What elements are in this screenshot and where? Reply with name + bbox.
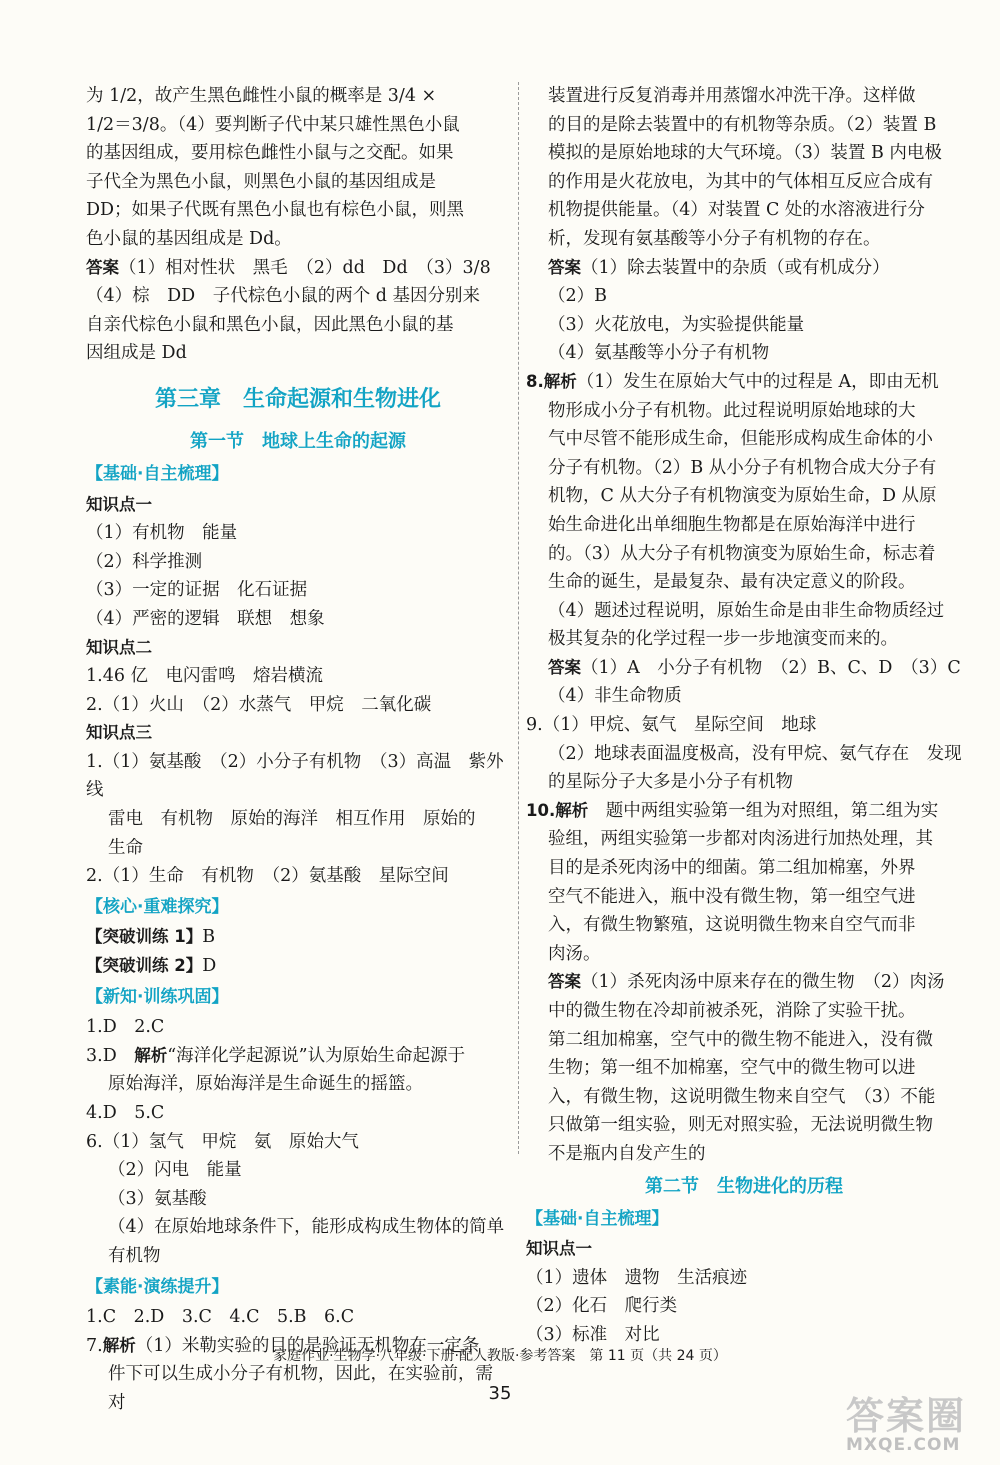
section-label: 【基础·自主梳理】 [86,463,229,484]
list-item: （4）在原始地球条件下，能形成构成生物体的简单 [108,1217,505,1238]
text-line: 的目的是除去装置中的有机物等杂质。（2）装置 B [548,114,937,135]
list-item: 原始海洋，原始海洋是生命诞生的摇篮。 [108,1074,423,1095]
list-item: 3.D 解析“海洋化学起源说”认为原始生命起源于 [86,1045,466,1066]
text-line: 生命的诞生，是最复杂、最有决定意义的阶段。 [548,572,916,593]
text-line: （2）地球表面温度极高，没有甲烷、氨气存在 发现 [548,743,962,764]
text-line: 子代全为黑色小鼠，则黑色小鼠的基因组成是 [86,171,436,192]
text-line: （4）题述过程说明，原始生命是由非生命物质经过 [548,600,945,621]
text-line: 空气不能进入，瓶中没有微生物，第一组空气进 [548,886,916,907]
text-line: 入，有微生物繁殖，这说明微生物来自空气而非 [548,915,916,936]
list-item: （4）严密的逻辑 联想 想象 [86,608,325,629]
list-item: 生命 [108,837,143,858]
list-item: 2.（1）生命 有机物 （2）氨基酸 星际空间 [86,866,449,887]
answer-line: 答案（1）相对性状 黑毛 （2）dd Dd （3）3/8 [86,257,491,278]
section-label: 【核心·重难探究】 [86,896,229,917]
text-line: 肉汤。 [548,943,601,964]
page-number: 35 [488,1383,512,1404]
watermark-logo [836,1385,986,1457]
section-label: 【基础·自主梳理】 [526,1208,669,1229]
answer-line: 答案（1）除去装置中的杂质（或有机成分） [548,257,890,278]
knowledge-point-heading: 知识点三 [86,723,152,743]
answer-label: 答案 [548,257,581,277]
list-item: 7.解析（1）米勒实验的目的是验证无机物在一定条 [86,1335,480,1356]
answer-line: 答案（1）杀死肉汤中原来存在的微生物 （2）肉汤 [548,972,945,993]
text-line: 分子有机物。（2）B 从小分子有机物合成大分子有 [548,457,937,478]
text-line: 的基因组成，要用棕色雌性小鼠与之交配。如果 [86,143,454,164]
right-column [526,82,962,1350]
list-item: 9.（1）甲烷、氨气 星际空间 地球 [526,715,817,736]
text-line: 1/2＝3/8。（4）要判断子代中某只雄性黑色小鼠 [86,114,460,135]
section-label: 【素能·演练提升】 [86,1276,229,1297]
text-line: 中的微生物在冷却前被杀死，消除了实验干扰。 [548,1001,916,1021]
text-line: 为 1/2，故产生黑色雌性小鼠的概率是 3/4 × [86,86,437,106]
text-line: 目的是杀死肉汤中的细菌。第二组加棉塞，外界 [548,858,916,879]
text-line: 生物；第一组不加棉塞，空气中的微生物可以进 [548,1058,916,1079]
list-item: 4.D 5.C [86,1103,165,1123]
text-line: 气中尽管不能形成生命，但能形成构成生命体的小 [548,429,933,450]
text-line: （4）非生命物质 [548,686,682,707]
list-item: 6.（1）氢气 甲烷 氨 原始大气 [86,1131,359,1152]
text-line: 装置进行反复消毒并用蒸馏水冲洗干净。这样做 [548,86,916,106]
list-item: 8.解析（1）发生在原始大气中的过程是 A，即由无机 [526,371,939,392]
list-item: 雷电 有机物 原始的海洋 相互作用 原始的 [108,809,476,830]
text-line: 自亲代棕色小鼠和黑色小鼠，因此黑色小鼠的基 [86,314,454,335]
text-line: 不是瓶内自发产生的 [548,1143,706,1164]
page-footer: 家庭作业·生物学·八年级·下册·配人教版·参考答案 第 11 页（共 24 页） [273,1348,727,1364]
knowledge-point-heading: 知识点一 [526,1239,592,1259]
text-line: 因组成是 Dd [86,343,187,364]
list-item: （3）氨基酸 [108,1188,207,1209]
text-line: DD；如果子代既有黑色小鼠也有棕色小鼠，则黑 [86,200,465,221]
list-item: 2.（1）火山 （2）水蒸气 甲烷 二氧化碳 [86,694,432,715]
answer-label: 答案 [86,257,119,277]
text-line: （2）B [548,286,607,307]
list-item: （2）化石 爬行类 [526,1296,678,1317]
list-item: （2）科学推测 [86,551,203,572]
list-item: 1.C 2.D 3.C 4.C 5.B 6.C [86,1307,355,1328]
knowledge-point-heading: 知识点二 [86,637,152,657]
text-line: 第二组加棉塞，空气中的微生物不能进入，没有微 [548,1029,933,1050]
chapter-title: 第三章 生命起源和生物进化 [154,386,441,412]
list-item: （2）闪电 能量 [108,1160,242,1181]
watermark-url: MXQE.COM [846,1435,961,1455]
text-line: 的星际分子大多是小分子有机物 [548,772,793,793]
text-line: （3）火花放电，为实验提供能量 [548,314,805,335]
text-line: 色小鼠的基因组成是 Dd。 [86,228,292,249]
list-item: 1.（1）氨基酸 （2）小分子有机物 （3）高温 紫外线 [86,751,504,801]
knowledge-point-heading: 知识点一 [86,494,152,514]
text-line: 极其复杂的化学过程一步一步地演变而来的。 [548,629,898,650]
list-item: （1）有机物 能量 [86,523,238,544]
text-line: 入，有微生物，这说明微生物来自空气 （3）不能 [548,1086,936,1107]
text-line: （4）氨基酸等小分子有机物 [548,343,770,364]
text-line: 的作用是火花放电，为其中的气体相互反应合成有 [548,171,933,192]
list-item: 件下可以生成小分子有机物，因此，在实验前，需对 [108,1364,493,1413]
text-line: 析，发现有氨基酸等小分子有机物的存在。 [548,228,881,249]
text-line: 机物提供能量。（4）对装置 C 处的水溶液进行分 [548,200,925,221]
list-item: 10.解析 题中两组实验第一组为对照组，第二组为实 [526,800,939,821]
list-item: 【突破训练 2】D [86,956,217,977]
column-divider [518,82,519,1154]
list-item: 【突破训练 1】B [86,927,216,948]
watermark-title: 答案圈 [846,1394,967,1438]
answer-line: 答案（1）A 小分子有机物 （2）B、C、D （3）C [548,657,961,678]
list-item: 有机物 [108,1245,161,1266]
section-title: 第二节 生物进化的历程 [645,1175,843,1197]
list-item: 1.D 2.C [86,1017,165,1038]
text-line: （4）棕 DD 子代棕色小鼠的两个 d 基因分别来 [86,286,481,307]
list-item: （1）遗体 遗物 生活痕迹 [526,1267,748,1288]
list-item: 1.46 亿 电闪雷鸣 熔岩横流 [86,666,324,687]
section-title: 第一节 地球上生命的起源 [190,430,406,452]
text-line: 的。（3）从大分子有机物演变为原始生命，标志着 [548,543,936,564]
text-line: 始生命进化出单细胞生物都是在原始海洋中进行 [548,514,916,535]
text-line: 物形成小分子有机物。此过程说明原始地球的大 [548,400,916,421]
text-line: 模拟的是原始地球的大气环境。（3）装置 B 内电极 [548,143,942,164]
text-line: 只做第一组实验，则无对照实验，无法说明微生物 [548,1115,933,1136]
list-item: （3）标准 对比 [526,1324,660,1345]
list-item: （3）一定的证据 化石证据 [86,580,308,601]
left-column [86,82,510,1418]
text-line: 验组，两组实验第一步都对肉汤进行加热处理，其 [548,829,933,850]
section-label: 【新知·训练巩固】 [86,986,229,1007]
text-line: 机物，C 从大分子有机物演变为原始生命，D 从原 [548,486,937,507]
